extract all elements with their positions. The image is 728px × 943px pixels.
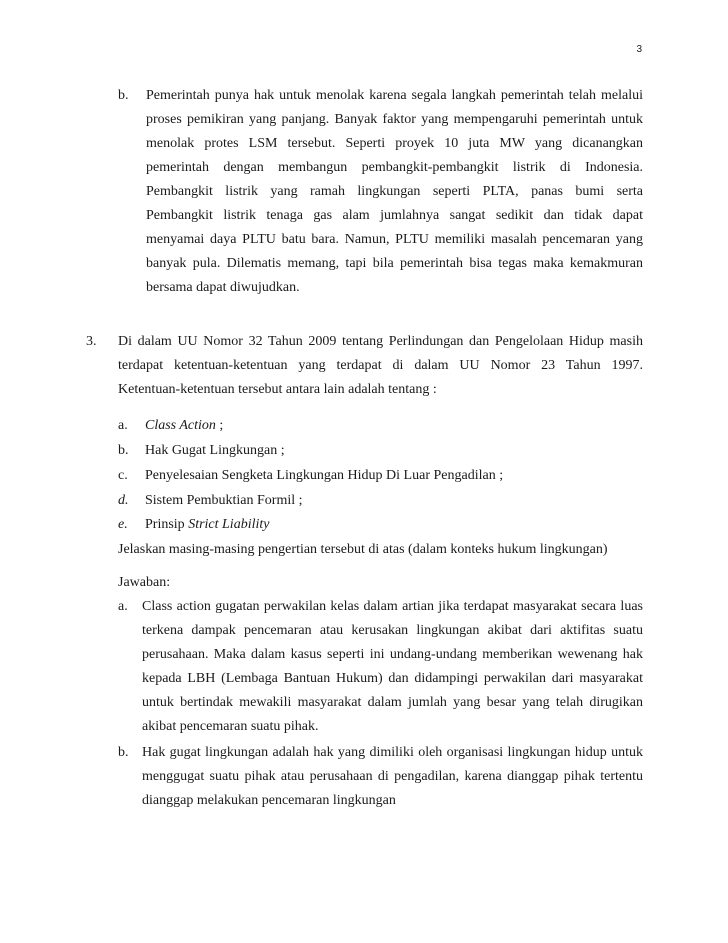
text-line: akibat pencemaran suatu pihak. <box>142 719 319 734</box>
text-line: Hak gugat lingkungan adalah hak yang dimiliki oleh organisasi lingkungan hidup untuk <box>142 745 643 760</box>
text-line: banyak pula. Dilematis memang, tapi bila pemerintah bisa tegas maka kemakmuran <box>146 256 643 271</box>
text-line: menggugat suatu pihak atau perusahaan di pengadilan, karena dianggap pihak tertentu <box>142 769 643 784</box>
item-label: c. <box>118 468 128 483</box>
text-line: untuk bertindak mewakili masyarakat dalam jumlah yang besar yang telah dirugikan <box>142 695 643 710</box>
answer-label: Jawaban: <box>118 575 171 590</box>
text-line: menyamai daya PLTU batu bara. Namun, PLTU memiliki masalah pencemaran yang <box>146 232 643 247</box>
answer-a-text <box>142 595 643 739</box>
item-text-italic: Class Action <box>145 418 216 433</box>
list-marker-b: b. <box>118 88 129 103</box>
answer-b-text <box>142 741 643 813</box>
list-item-d <box>118 489 303 513</box>
list-item-a <box>118 414 223 438</box>
answer-marker-a: a. <box>118 599 128 614</box>
text-line: pemerintah dengan membangun pembangkit-pembangkit listrik di Indonesia. <box>146 160 643 175</box>
text-line: Pembangkit listrik tenaga gas alam jumlahnya sangat sedikit dan tidak dapat <box>146 208 643 223</box>
text-line: menolak protes LSM tersebut. Seperti proyek 10 juta MW yang dicanangkan <box>146 136 643 151</box>
text-line: terdapat ketentuan-ketentuan yang terdapat di dalam UU Nomor 23 Tahun 1997. <box>118 358 643 373</box>
item-text: ; <box>215 418 224 433</box>
item-label: e. <box>118 517 128 532</box>
item-text: Hak Gugat Lingkungan ; <box>145 443 285 458</box>
text-line: Pemerintah punya hak untuk menolak karena segala langkah pemerintah telah melalui <box>146 88 643 103</box>
text-line: Class action gugatan perwakilan kelas dalam artian jika terdapat masyarakat secara luas <box>142 599 643 614</box>
text-line: Ketentuan-ketentuan tersebut antara lain adalah tentang : <box>118 382 437 397</box>
text-line: perusahaan. Maka dalam kasus seperti ini undang-undang memberikan wewenang hak <box>142 647 643 662</box>
text-line: proses pemikiran yang panjang. Banyak faktor yang mempengaruhi pemerintah untuk <box>146 112 643 127</box>
list-item-e <box>118 513 269 537</box>
list-item-b <box>118 439 285 463</box>
answer-marker-b: b. <box>118 745 129 760</box>
question-3-text <box>118 330 643 402</box>
question-number: 3. <box>86 334 97 349</box>
text-line: terkena dampak pencemaran atau kerusakan lingkungan akibat dari aktifitas suatu <box>142 623 643 638</box>
item-text: Penyelesaian Sengketa Lingkungan Hidup Di Luar Pengadilan ; <box>145 468 504 483</box>
item-label: a. <box>118 418 128 433</box>
item-label: d. <box>118 493 129 508</box>
text-line: dianggap melakukan pencemaran lingkungan <box>142 793 396 808</box>
list-item-c <box>118 464 503 488</box>
item-label: b. <box>118 443 129 458</box>
instruction-text: Jelaskan masing-masing pengertian tersebut di atas (dalam konteks hukum lingkungan) <box>118 542 608 557</box>
item-text: Sistem Pembuktian Formil ; <box>145 493 303 508</box>
text-line: Pembangkit listrik yang ramah lingkungan seperti PLTA, panas bumi serta <box>146 184 643 199</box>
item-text: Prinsip <box>145 517 189 532</box>
text-line: kepada LBH (Lembaga Bantuan Hukum) dan didampingi perwakilan dari masyarakat <box>142 671 643 686</box>
paragraph-b-government <box>146 84 643 300</box>
text-line: Di dalam UU Nomor 32 Tahun 2009 tentang Perlindungan dan Pengelolaan Hidup masih <box>118 334 643 349</box>
page-number: 3 <box>636 44 642 55</box>
item-text-italic: Strict Liability <box>188 517 270 532</box>
text-line: bersama dapat diwujudkan. <box>146 280 300 295</box>
